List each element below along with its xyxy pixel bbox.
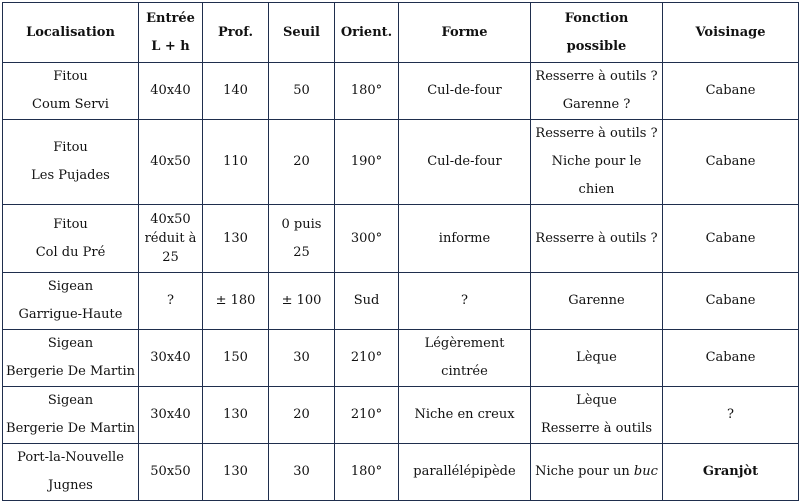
header-orient: Orient. (335, 3, 399, 63)
cell-localisation (3, 387, 139, 444)
cell-entree: 30x40 (139, 330, 203, 387)
localisation-commune: Fitou (53, 216, 88, 232)
cell-fonction (531, 444, 663, 501)
cell-voisinage: Granjòt (663, 444, 799, 501)
cell-orient: 210° (335, 387, 399, 444)
cell-seuil: 50 (269, 63, 335, 120)
entree-line2: réduit à (144, 231, 197, 246)
cell-prof: 150 (203, 330, 269, 387)
cell-orient: 300° (335, 205, 399, 273)
header-forme: Forme (399, 3, 531, 63)
cell-orient: Sud (335, 273, 399, 330)
cell-localisation (3, 120, 139, 205)
cell-entree (139, 205, 203, 273)
table-row (3, 63, 799, 120)
localisation-lieu: Bergerie De Martin (6, 421, 135, 436)
fonction-line1: Resserre à outils ? (535, 126, 658, 141)
cell-localisation (3, 63, 139, 120)
entree-line3: 25 (162, 250, 179, 265)
localisation-commune: Sigean (47, 279, 94, 294)
table-row (3, 273, 799, 330)
cell-prof: 130 (203, 205, 269, 273)
fonction-text: Niche pour un (535, 464, 634, 479)
cell-seuil: 30 (269, 444, 335, 501)
cell-seuil: 0 puis 25 (269, 205, 335, 273)
header-voisinage: Voisinage (663, 3, 799, 63)
cell-localisation (3, 205, 139, 273)
fonction-italic: buc (633, 464, 658, 479)
cell-orient: 180° (335, 63, 399, 120)
cell-seuil: 30 (269, 330, 335, 387)
cell-entree: 30x40 (139, 387, 203, 444)
header-row (3, 3, 799, 63)
cell-localisation (3, 273, 139, 330)
cell-seuil: ± 100 (269, 273, 335, 330)
header-localisation: Localisation (3, 3, 139, 63)
cell-fonction: Garenne (531, 273, 663, 330)
cell-voisinage: Cabane (663, 120, 799, 205)
cell-forme: Niche en creux (399, 387, 531, 444)
cell-forme: Cul-de-four (399, 63, 531, 120)
header-entree-line2: L + h (151, 38, 190, 54)
cell-voisinage: Cabane (663, 273, 799, 330)
cell-voisinage: ? (663, 387, 799, 444)
localisation-commune: Fitou (53, 140, 88, 155)
fonction-line2: Niche pour le chien (551, 154, 642, 197)
localisation-commune: Port-la-Nouvelle (17, 450, 124, 465)
cell-entree: 40x40 (139, 63, 203, 120)
cell-entree: 40x50 (139, 120, 203, 205)
cell-voisinage: Cabane (663, 205, 799, 273)
localisation-lieu: Col du Pré (35, 244, 106, 260)
entree-line1: 40x50 (150, 212, 191, 227)
header-prof: Prof. (203, 3, 269, 63)
cell-voisinage: Cabane (663, 63, 799, 120)
data-table (2, 2, 799, 501)
localisation-lieu: Bergerie De Martin (6, 364, 135, 379)
cell-entree: 50x50 (139, 444, 203, 501)
localisation-lieu: Jugnes (48, 478, 93, 493)
cell-forme: informe (399, 205, 531, 273)
cell-localisation (3, 330, 139, 387)
cell-prof: 130 (203, 444, 269, 501)
fonction-line1: Resserre à outils ? (535, 69, 658, 84)
cell-seuil: 20 (269, 120, 335, 205)
cell-fonction: Resserre à outils ? (531, 205, 663, 273)
cell-entree: ? (139, 273, 203, 330)
cell-seuil: 20 (269, 387, 335, 444)
header-fonction: Fonction possible (531, 3, 663, 63)
fonction-line2: Resserre à outils (540, 421, 653, 436)
cell-fonction (531, 63, 663, 120)
localisation-lieu: Les Pujades (31, 168, 110, 183)
fonction-line2: Garenne ? (562, 97, 631, 112)
cell-orient: 190° (335, 120, 399, 205)
cell-voisinage: Cabane (663, 330, 799, 387)
cell-prof: ± 180 (203, 273, 269, 330)
cell-forme: Légèrement cintrée (399, 330, 531, 387)
cell-forme: parallélépipède (399, 444, 531, 501)
table-row (3, 120, 799, 205)
cell-prof: 130 (203, 387, 269, 444)
cell-prof: 110 (203, 120, 269, 205)
header-entree-line1: Entrée (146, 10, 195, 26)
table-row (3, 444, 799, 501)
cell-orient: 210° (335, 330, 399, 387)
cell-prof: 140 (203, 63, 269, 120)
cell-forme: Cul-de-four (399, 120, 531, 205)
cell-localisation (3, 444, 139, 501)
cell-orient: 180° (335, 444, 399, 501)
localisation-commune: Sigean (47, 393, 94, 408)
cell-forme: ? (399, 273, 531, 330)
cell-fonction (531, 120, 663, 205)
table-row (3, 330, 799, 387)
cell-fonction: Lèque (531, 330, 663, 387)
header-entree (139, 3, 203, 63)
localisation-lieu: Garrigue-Haute (18, 307, 123, 322)
localisation-lieu: Coum Servi (32, 97, 109, 112)
cell-fonction (531, 387, 663, 444)
fonction-line1: Lèque (576, 393, 617, 408)
table-row (3, 387, 799, 444)
table-row (3, 205, 799, 273)
header-seuil: Seuil (269, 3, 335, 63)
localisation-commune: Fitou (53, 69, 88, 84)
localisation-commune: Sigean (47, 336, 94, 351)
